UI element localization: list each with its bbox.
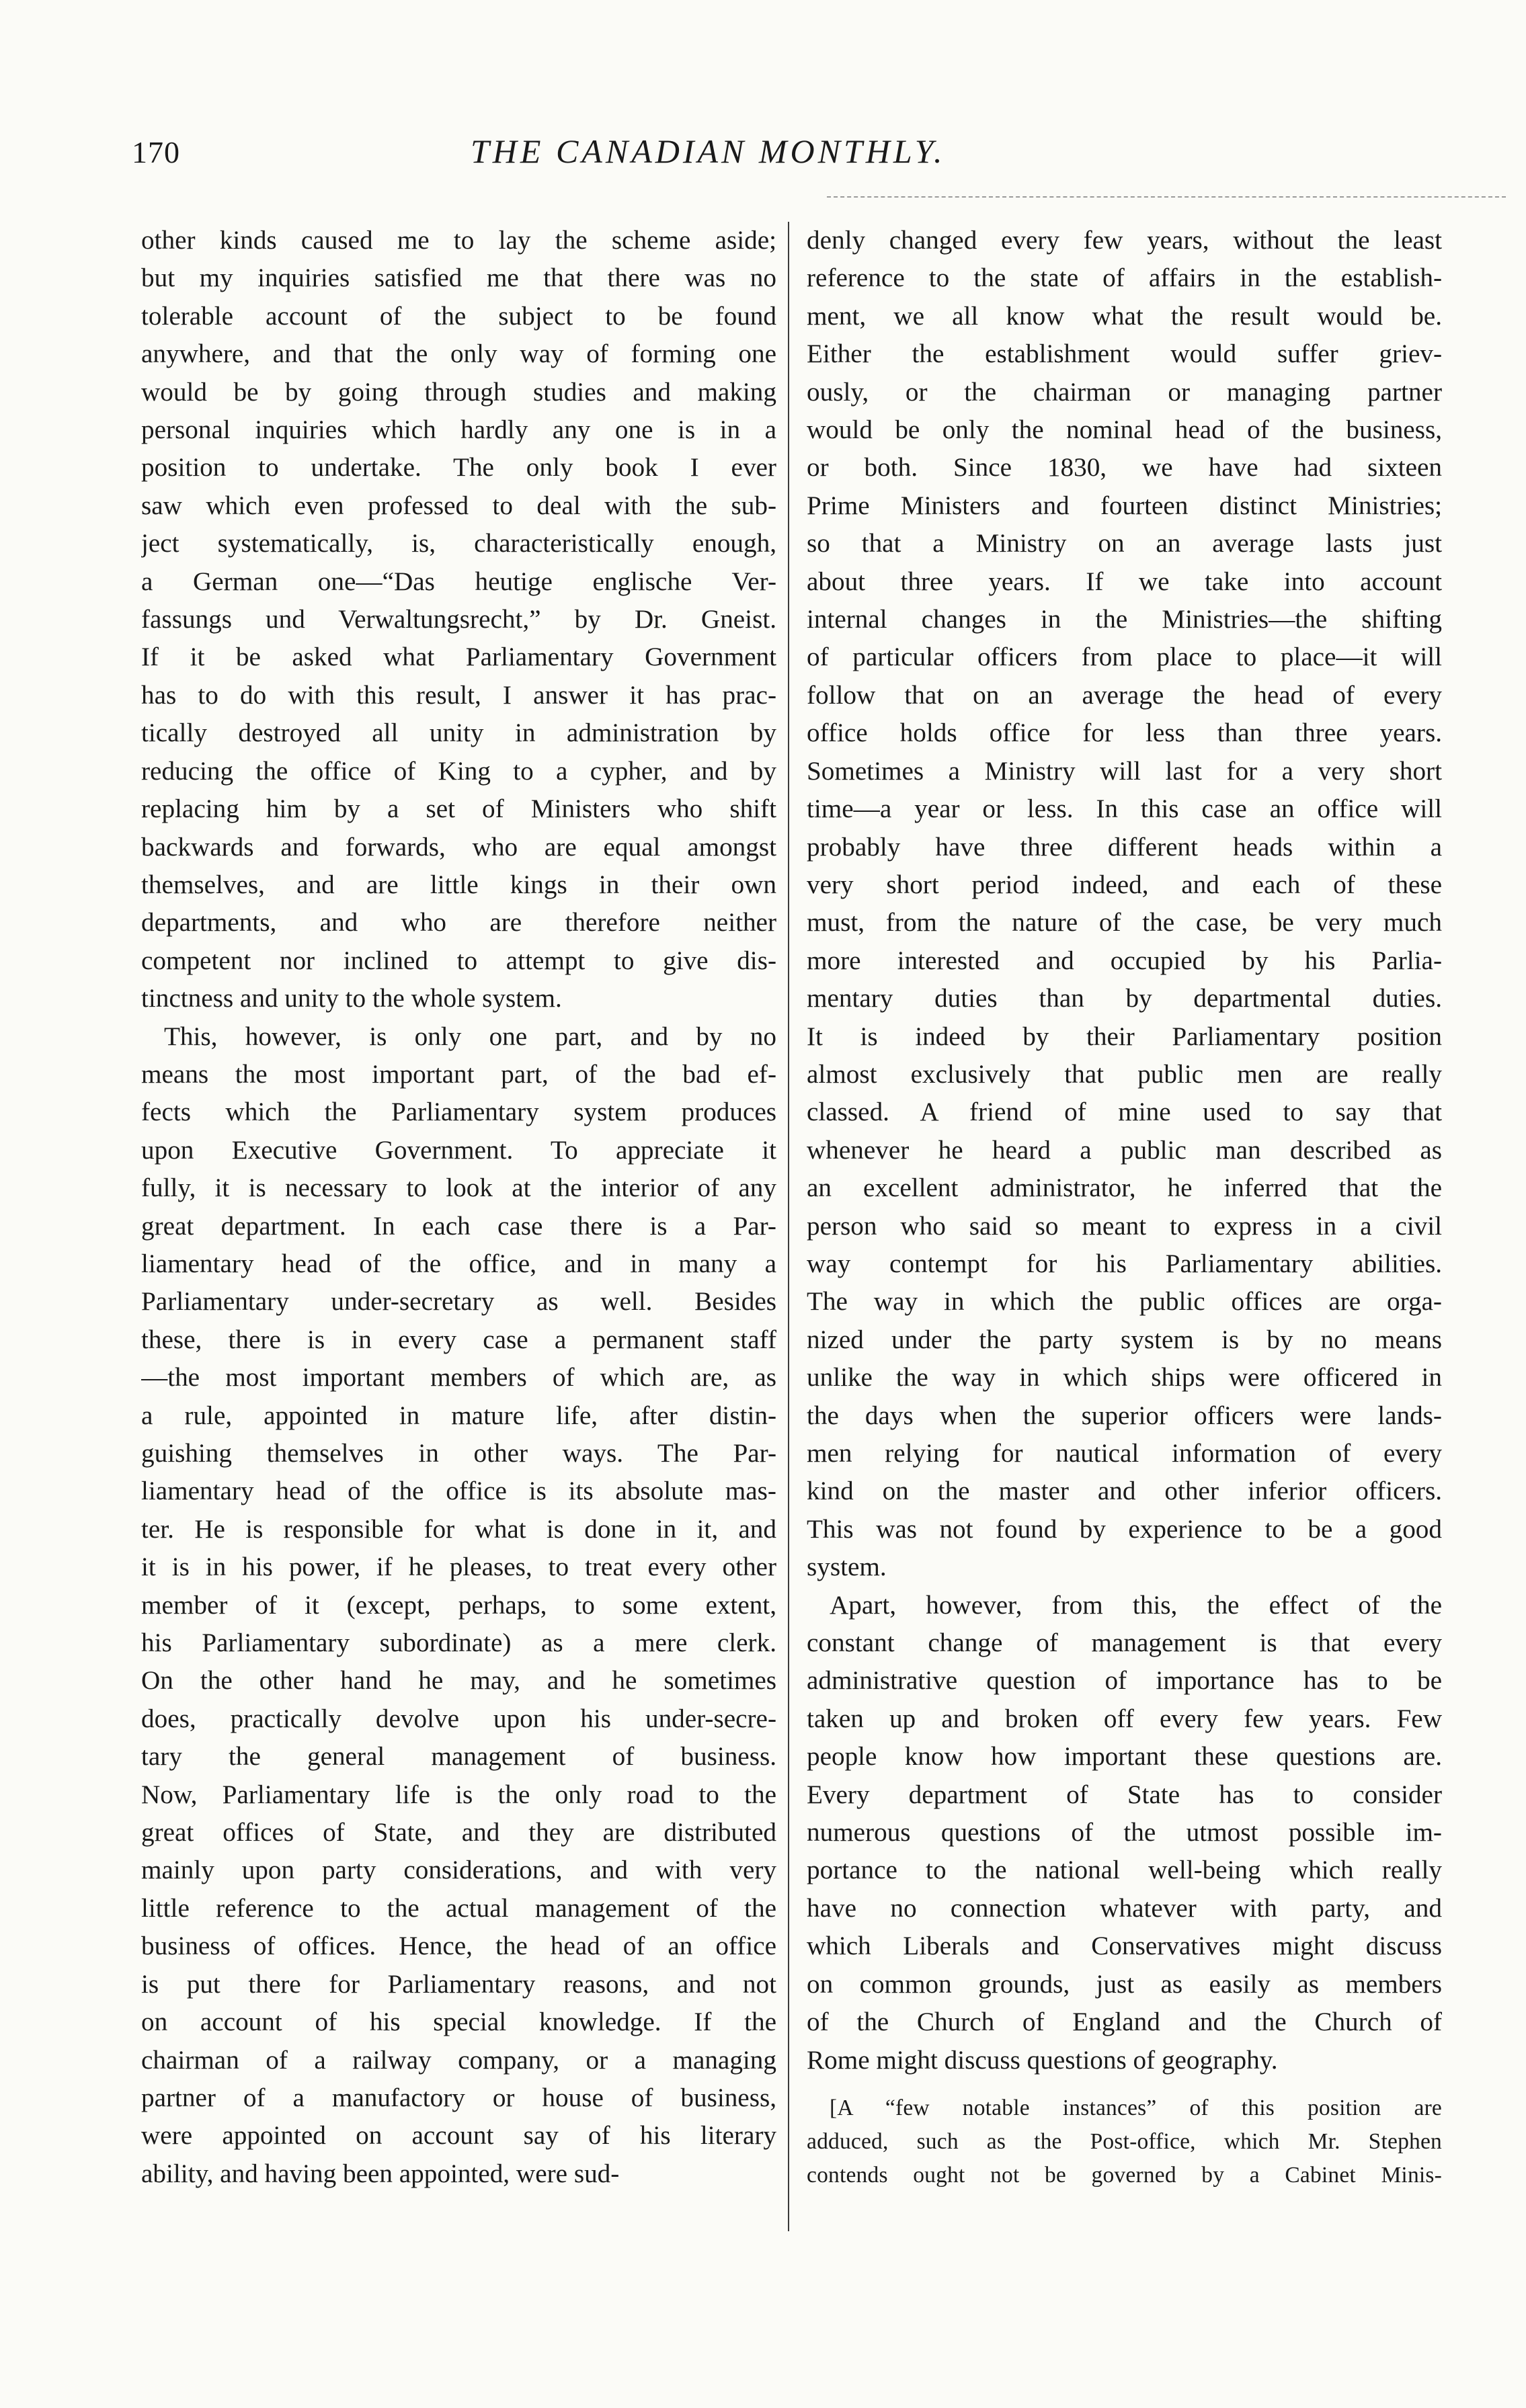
text-line: on common grounds, just as easily as members bbox=[807, 1969, 1442, 1999]
right-column bbox=[807, 222, 1442, 2192]
text-line: replacing him by a set of Ministers who shift bbox=[141, 794, 776, 824]
text-line: departments, and who are therefore neither bbox=[141, 908, 776, 938]
text-line: little reference to the actual management of the bbox=[141, 1893, 776, 1923]
text-line: it is in his power, if he pleases, to treat every other bbox=[141, 1552, 776, 1582]
text-line: Every department of State has to consider bbox=[807, 1780, 1442, 1809]
text-line: chairman of a railway company, or a managing bbox=[141, 2045, 776, 2075]
text-line: his Parliamentary subordinate) as a mere clerk. bbox=[141, 1628, 776, 1658]
text-line: It is indeed by their Parliamentary position bbox=[807, 1022, 1442, 1051]
text-line: taken up and broken off every few years. Few bbox=[807, 1704, 1442, 1733]
text-line: the days when the superior officers were lands- bbox=[807, 1401, 1442, 1430]
text-line: must, from the nature of the case, be very much bbox=[807, 908, 1442, 938]
text-line: which Liberals and Conservatives might discuss bbox=[807, 1932, 1442, 1961]
text-line: fully, it is necessary to look at the interior of any bbox=[141, 1173, 776, 1203]
text-line: position to undertake. The only book I ever bbox=[141, 453, 776, 483]
text-line: Prime Ministers and fourteen distinct Ministries; bbox=[807, 491, 1442, 520]
text-line: have no connection whatever with party, and bbox=[807, 1893, 1442, 1923]
text-line: follow that on an average the head of every bbox=[807, 680, 1442, 710]
right-paragraph-1 bbox=[807, 222, 1442, 1587]
running-title: THE CANADIAN MONTHLY. bbox=[471, 132, 946, 170]
text-line: constant change of management is that every bbox=[807, 1628, 1442, 1658]
text-line: personal inquiries which hardly any one is in a bbox=[141, 415, 776, 445]
text-line: of particular officers from place to place—it will bbox=[807, 642, 1442, 672]
text-line: system. bbox=[807, 1552, 887, 1582]
text-line: If it be asked what Parliamentary Government bbox=[141, 642, 776, 672]
text-line: reference to the state of affairs in the establish- bbox=[807, 263, 1442, 293]
right-paragraph-2 bbox=[807, 1587, 1442, 2079]
left-column bbox=[141, 222, 776, 2193]
text-line: nized under the party system is by no means bbox=[807, 1325, 1442, 1354]
text-line: partner of a manufactory or house of business, bbox=[141, 2083, 776, 2112]
text-line: anywhere, and that the only way of forming one bbox=[141, 339, 776, 369]
text-line: liamentary head of the office is its absolute mas- bbox=[141, 1477, 776, 1506]
left-paragraph-2 bbox=[141, 1018, 776, 2194]
text-line: contends ought not be governed by a Cabinet Minis- bbox=[807, 2162, 1442, 2188]
text-line: This was not found by experience to be a good bbox=[807, 1514, 1442, 1544]
text-line: would be by going through studies and making bbox=[141, 377, 776, 407]
text-line: ject systematically, is, characteristically enough, bbox=[141, 529, 776, 558]
column-divider bbox=[788, 222, 789, 2231]
text-line: classed. A friend of mine used to say that bbox=[807, 1097, 1442, 1127]
text-line: fassungs und Verwaltungsrecht,” by Dr. Gneist. bbox=[141, 605, 776, 634]
text-line: Parliamentary under-secretary as well. Besides bbox=[141, 1287, 776, 1317]
text-line: competent nor inclined to attempt to give dis- bbox=[141, 946, 776, 975]
text-line: backwards and forwards, who are equal amongst bbox=[141, 832, 776, 862]
text-line: tinctness and unity to the whole system. bbox=[141, 984, 562, 1013]
text-line: The way in which the public offices are orga- bbox=[807, 1287, 1442, 1317]
text-line: kind on the master and other inferior officers. bbox=[807, 1477, 1442, 1506]
text-line: whenever he heard a public man described as bbox=[807, 1135, 1442, 1165]
text-line: portance to the national well-being which really bbox=[807, 1856, 1442, 1885]
text-line: these, there is in every case a permanent staff bbox=[141, 1325, 776, 1354]
header-rule bbox=[827, 196, 1506, 198]
text-line: member of it (except, perhaps, to some extent, bbox=[141, 1590, 776, 1620]
text-line: —the most important members of which are, as bbox=[141, 1363, 776, 1393]
text-line: mentary duties than by departmental duties. bbox=[807, 984, 1442, 1013]
text-line: tary the general management of business. bbox=[141, 1742, 776, 1772]
text-line: person who said so meant to express in a civil bbox=[807, 1211, 1442, 1241]
note-gap bbox=[807, 2079, 1442, 2091]
text-line: ter. He is responsible for what is done in it, and bbox=[141, 1514, 776, 1544]
text-line: Now, Parliamentary life is the only road to the bbox=[141, 1780, 776, 1809]
text-line: a German one—“Das heutige englische Ver- bbox=[141, 567, 776, 596]
text-line: were appointed on account say of his literary bbox=[141, 2121, 776, 2151]
text-line: adduced, such as the Post-office, which Mr. Stephen bbox=[807, 2128, 1442, 2154]
text-line: but my inquiries satisfied me that there was no bbox=[141, 263, 776, 293]
text-line: office holds office for less than three years. bbox=[807, 718, 1442, 748]
text-line: probably have three different heads within a bbox=[807, 832, 1442, 862]
text-line: liamentary head of the office, and in many a bbox=[141, 1249, 776, 1278]
text-line: Rome might discuss questions of geography. bbox=[807, 2045, 1278, 2075]
text-line: great offices of State, and they are distributed bbox=[141, 1818, 776, 1847]
text-line: of the Church of England and the Church of bbox=[807, 2007, 1442, 2037]
editorial-note bbox=[807, 2091, 1442, 2192]
text-line: a rule, appointed in mature life, after distin- bbox=[141, 1401, 776, 1430]
text-line: denly changed every few years, without the least bbox=[807, 226, 1442, 255]
text-line: ment, we all know what the result would be. bbox=[807, 301, 1442, 331]
text-line: Apart, however, from this, the effect of the bbox=[830, 1590, 1442, 1620]
text-line: time—a year or less. In this case an office will bbox=[807, 794, 1442, 824]
page-number: 170 bbox=[132, 135, 180, 169]
text-line: reducing the office of King to a cypher, and by bbox=[141, 756, 776, 786]
text-line: internal changes in the Ministries—the shifting bbox=[807, 605, 1442, 634]
text-line: ously, or the chairman or managing partner bbox=[807, 377, 1442, 407]
text-line: is put there for Parliamentary reasons, and not bbox=[141, 1969, 776, 1999]
text-line: men relying for nautical information of every bbox=[807, 1439, 1442, 1468]
text-line: great department. In each case there is a Par- bbox=[141, 1211, 776, 1241]
text-line: an excellent administrator, he inferred that the bbox=[807, 1173, 1442, 1203]
text-line: mainly upon party considerations, and with very bbox=[141, 1856, 776, 1885]
text-line: so that a Ministry on an average lasts just bbox=[807, 529, 1442, 558]
text-line: on account of his special knowledge. If the bbox=[141, 2007, 776, 2037]
text-line: upon Executive Government. To appreciate it bbox=[141, 1135, 776, 1165]
text-line: almost exclusively that public men are really bbox=[807, 1059, 1442, 1089]
text-line: has to do with this result, I answer it has prac- bbox=[141, 680, 776, 710]
text-line: fects which the Parliamentary system produces bbox=[141, 1097, 776, 1127]
text-line: more interested and occupied by his Parlia- bbox=[807, 946, 1442, 975]
text-line: other kinds caused me to lay the scheme aside; bbox=[141, 226, 776, 255]
text-line: numerous questions of the utmost possible im- bbox=[807, 1818, 1442, 1847]
text-line: tically destroyed all unity in administration by bbox=[141, 718, 776, 748]
text-line: very short period indeed, and each of these bbox=[807, 870, 1442, 899]
text-line: unlike the way in which ships were officered in bbox=[807, 1363, 1442, 1393]
text-line: saw which even professed to deal with the sub- bbox=[141, 491, 776, 520]
text-line: Sometimes a Ministry will last for a very short bbox=[807, 756, 1442, 786]
text-line: tolerable account of the subject to be found bbox=[141, 301, 776, 331]
text-line: people know how important these questions are. bbox=[807, 1742, 1442, 1772]
text-line: [A “few notable instances” of this position are bbox=[830, 2095, 1442, 2120]
text-line: themselves, and are little kings in their own bbox=[141, 870, 776, 899]
text-line: On the other hand he may, and he sometimes bbox=[141, 1666, 776, 1696]
text-line: Either the establishment would suffer griev- bbox=[807, 339, 1442, 369]
text-line: way contempt for his Parliamentary abilities. bbox=[807, 1249, 1442, 1278]
text-line: guishing themselves in other ways. The Par- bbox=[141, 1439, 776, 1468]
text-line: does, practically devolve upon his under-secre- bbox=[141, 1704, 776, 1733]
text-line: about three years. If we take into account bbox=[807, 567, 1442, 596]
left-paragraph-1 bbox=[141, 222, 776, 1018]
text-line: would be only the nominal head of the business, bbox=[807, 415, 1442, 445]
text-line: administrative question of importance has to be bbox=[807, 1666, 1442, 1696]
text-line: means the most important part, of the bad ef- bbox=[141, 1059, 776, 1089]
text-line: This, however, is only one part, and by no bbox=[164, 1022, 776, 1051]
text-line: ability, and having been appointed, were sud- bbox=[141, 2159, 620, 2188]
text-line: or both. Since 1830, we have had sixteen bbox=[807, 453, 1442, 483]
text-line: business of offices. Hence, the head of an office bbox=[141, 1932, 776, 1961]
